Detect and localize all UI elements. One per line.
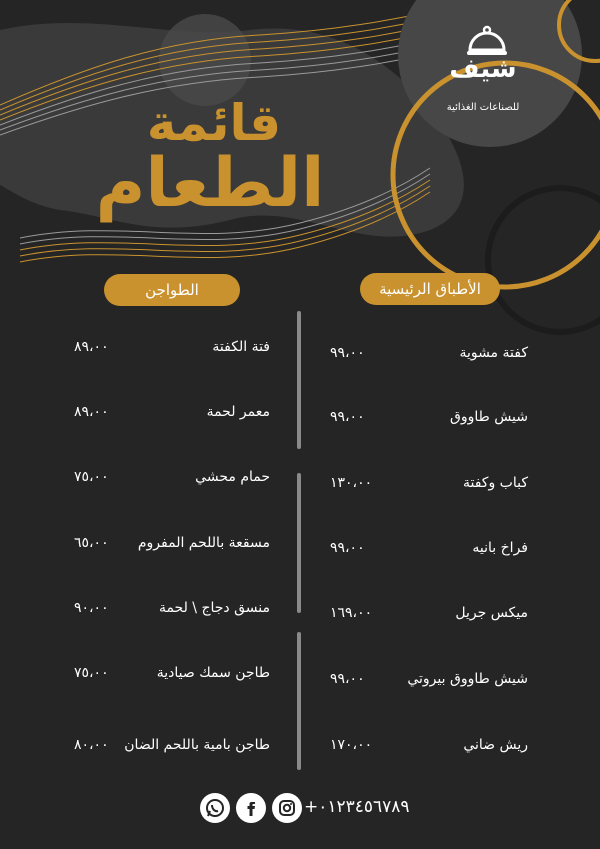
contact-footer [198, 793, 418, 827]
tagines-item-price: ٧٥،٠٠ [74, 469, 109, 485]
mains-item-name: شيش طاووق [449, 409, 528, 425]
mains-item-name: ريش ضاني [463, 737, 528, 753]
mains-item-price: ٩٩،٠٠ [330, 345, 365, 361]
tagines-item-price: ٨٩،٠٠ [74, 404, 109, 420]
menu-title-line1: قائمة [146, 94, 282, 152]
tagines-item-price: ٨٠،٠٠ [74, 737, 109, 753]
brand-subtitle: للصناعات الغذائية [446, 102, 520, 113]
tagines-item-price: ٧٥،٠٠ [74, 665, 109, 681]
tagines-item-name: طاجن سمك صيادية [156, 665, 270, 681]
brand-name: شيف [449, 54, 517, 84]
mains-item-price: ٩٩،٠٠ [330, 671, 365, 687]
tagines-item-name: فتة الكفتة [212, 339, 270, 355]
brand-logo [398, 0, 582, 128]
mains-item-price: ٩٩،٠٠ [330, 540, 365, 556]
column-divider [297, 632, 301, 770]
phone-number[interactable]: +٠١٢٣٤٥٦٧٨٩ [304, 797, 410, 817]
tagines-item-name: منسق دجاج \ لحمة [158, 600, 270, 616]
mains-item-name: كباب وكفتة [462, 475, 528, 491]
mains-item-price: ١٣٠،٠٠ [330, 475, 373, 491]
tagines-item-price: ٨٩،٠٠ [74, 339, 109, 355]
menu-title-line2: الطعام [95, 144, 325, 223]
mains-item-price: ٩٩،٠٠ [330, 409, 365, 425]
column-divider [297, 473, 301, 613]
mains-item-price: ١٦٩،٠٠ [330, 605, 373, 621]
tagines-heading: الطواجن [104, 274, 240, 306]
mains-item-name: فراخ بانيه [472, 540, 528, 556]
column-divider [297, 311, 301, 449]
mains-item-name: كفتة مشوية [459, 345, 528, 361]
mains-item-price: ١٧٠،٠٠ [330, 737, 373, 753]
instagram-icon[interactable] [272, 793, 302, 823]
tagines-item-price: ٦٥،٠٠ [74, 535, 109, 551]
whatsapp-icon[interactable] [200, 793, 230, 823]
tagines-item-name: معمر لحمة [206, 404, 270, 420]
mains-item-name: شيش طاووق بيروتي [407, 671, 528, 687]
mains-item-name: ميكس جريل [455, 605, 528, 621]
tagines-item-name: حمام محشي [195, 469, 270, 485]
tagines-item-name: مسقعة باللحم المفروم [137, 535, 270, 551]
mains-heading: الأطباق الرئيسية [360, 273, 500, 305]
facebook-icon[interactable] [236, 793, 266, 823]
tagines-item-price: ٩٠،٠٠ [74, 600, 109, 616]
tagines-item-name: طاجن بامية باللحم الضان [124, 737, 270, 753]
